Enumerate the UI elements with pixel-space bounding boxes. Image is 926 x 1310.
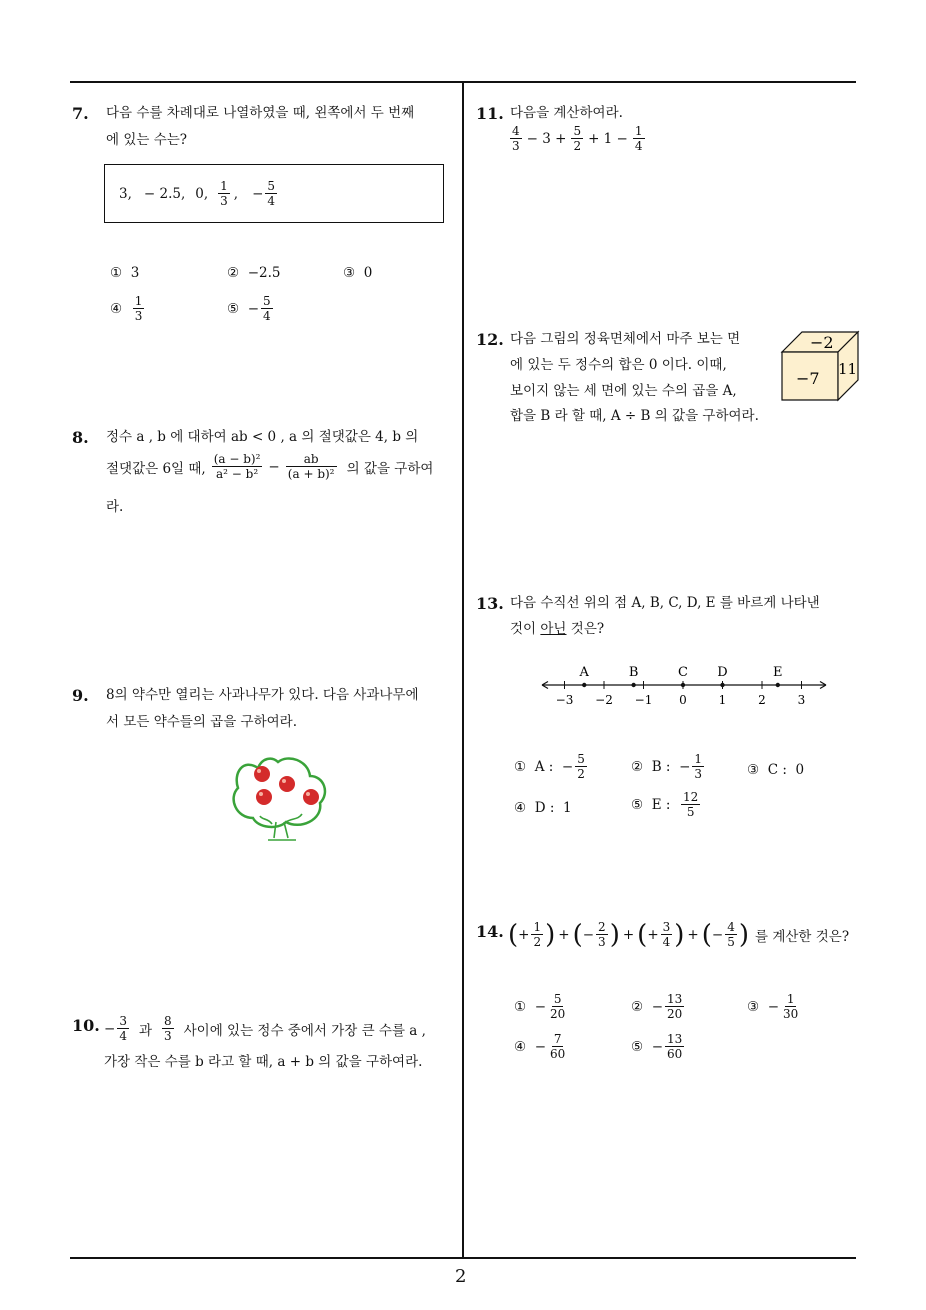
underlined-word: 아닌 [540,621,567,637]
question-12-line1: 다음 그림의 정육면체에서 마주 보는 면 [510,331,741,347]
number-line-tick-label: 2 [758,693,766,707]
question-13-number: 13. [476,594,504,613]
question-12-line2: 에 있는 두 정수의 합은 0 이다. 이때, [510,357,727,373]
bottom-rule [70,1257,856,1259]
question-11-expression: $\frac{4}{3}$ − 3 + $\frac{5}{2}$ + 1 − $\frac{1}{4}$ [512,124,643,153]
question-8-line1: 정수 a , b 에 대하여 ab < 0 , a 의 절댓값은 4, b 의 [106,429,419,445]
question-13-option-4[interactable]: ④ D : 1 [514,800,572,816]
question-7-option-2[interactable]: ② −2.5 [227,265,281,281]
question-8-line2: 절댓값은 6일 때, $\frac{\text{(a − b)²}}{\text{a² − b²}}$ − $\frac{ab}{\text{(a + b)²}}$ 의 값을 구하여 [106,452,434,481]
box-value-neg-2-5: − 2.5, [143,185,186,202]
question-7-line1: 다음 수를 차례대로 나열하였을 때, 왼쪽에서 두 번째 [106,105,415,121]
question-14-number: 14. [476,922,504,941]
number-line-tick-label: 1 [718,693,727,707]
question-13-option-3[interactable]: ③ C : 0 [747,762,805,778]
cube-side-value: 11 [838,360,858,378]
cube-top-value: −2 [810,333,834,352]
question-13-option-1[interactable]: ① A : − $\frac{5}{2}$ [514,752,585,781]
number-line-point [720,683,724,687]
question-9-line2: 서 모든 약수들의 곱을 구하여라. [106,714,297,730]
question-7-option-4[interactable]: ④ $\frac{1}{3}$ [110,294,143,323]
number-line-tick-label: 0 [679,693,687,707]
question-14-option-5[interactable]: ⑤ − $\frac{13}{60}$ [631,1032,683,1061]
page-number: 2 [455,1266,467,1287]
apple-tree-image [228,748,332,844]
question-9-line1: 8의 약수만 열리는 사과나무가 있다. 다음 사과나무에 [106,687,419,703]
question-13-option-5[interactable]: ⑤ E : $\frac{12}{5}$ [631,790,699,819]
question-14-option-1[interactable]: ① − $\frac{5}{20}$ [514,992,566,1021]
number-line-point-label: C [678,665,688,680]
question-13-option-2[interactable]: ② B : − $\frac{1}{3}$ [631,752,703,781]
question-13-line1: 다음 수직선 위의 점 A, B, C, D, E 를 바르게 나타낸 [510,595,820,611]
box-value-0: 0, [195,185,209,202]
question-14-expression: ( + $\frac{1}{2}$ ) + ( − $\frac{2}{3}$ ) + ( + $\frac{3}{4}$ ) + ( − $\frac{4}{5}$ ) 를 계산한 것은? [508,919,850,950]
question-13-line2: 것이 아닌 것은? [510,621,605,637]
question-12-line4: 합을 B 라 할 때, A ÷ B 의 값을 구하여라. [510,408,759,424]
question-7-option-1[interactable]: ① 3 [110,265,140,281]
question-7-option-3[interactable]: ③ 0 [343,265,373,281]
question-9-number: 9. [72,686,89,705]
question-11-line1: 다음을 계산하여라. [510,105,623,121]
question-12-number: 12. [476,330,504,349]
question-8-number: 8. [72,428,89,447]
number-line-point-label: A [579,665,589,680]
question-14-option-2[interactable]: ② − $\frac{13}{20}$ [631,992,683,1021]
number-line-tick-label: 3 [797,693,806,707]
number-line-tick-label: −2 [595,693,613,707]
number-line-point [631,683,635,687]
number-line-point [681,683,685,687]
question-8-line3: 라. [106,499,124,515]
question-10-number: 10. [72,1016,100,1035]
box-fraction-5-4: $\frac{5}{4}$ [267,179,276,208]
question-14-option-4[interactable]: ④ − $\frac{7}{60}$ [514,1032,566,1061]
question-7-number: 7. [72,104,89,123]
question-12-line3: 보이지 않는 세 면에 있는 수의 곱을 A, [510,383,737,399]
number-line-tick-label: −1 [634,693,653,707]
column-divider [462,81,464,1259]
cube-front-value: −7 [796,369,820,388]
question-10-line1: − $\frac{3}{4}$ 과 $\frac{8}{3}$ 사이에 있는 정수 중에서 가장 큰 수를 a , [104,1014,426,1043]
question-7-option-5[interactable]: ⑤ − $\frac{5}{4}$ [227,294,271,323]
number-line-tick-label: −3 [555,693,574,707]
question-7-line2: 에 있는 수는? [106,132,188,148]
box-value-3: 3, [119,185,132,202]
question-14-option-3[interactable]: ③ − $\frac{1}{30}$ [747,992,799,1021]
number-line-point-label: B [628,665,639,680]
question-10-line2: 가장 작은 수를 b 라고 할 때, a + b 의 값을 구하여라. [104,1054,423,1070]
question-11-number: 11. [476,104,504,123]
number-line-point [582,683,586,687]
cube-figure [780,330,860,402]
number-line-point [776,683,780,687]
number-line-point-label: E [773,665,783,680]
number-line [536,660,832,710]
number-line-point-label: D [717,665,728,680]
box-fraction-1-3: $\frac{1}{3}$ [220,179,228,208]
question-7-value-box: 3, − 2.5, 0, $\frac{1}{3}$ , − $\frac{5}{4}$ [104,164,444,223]
